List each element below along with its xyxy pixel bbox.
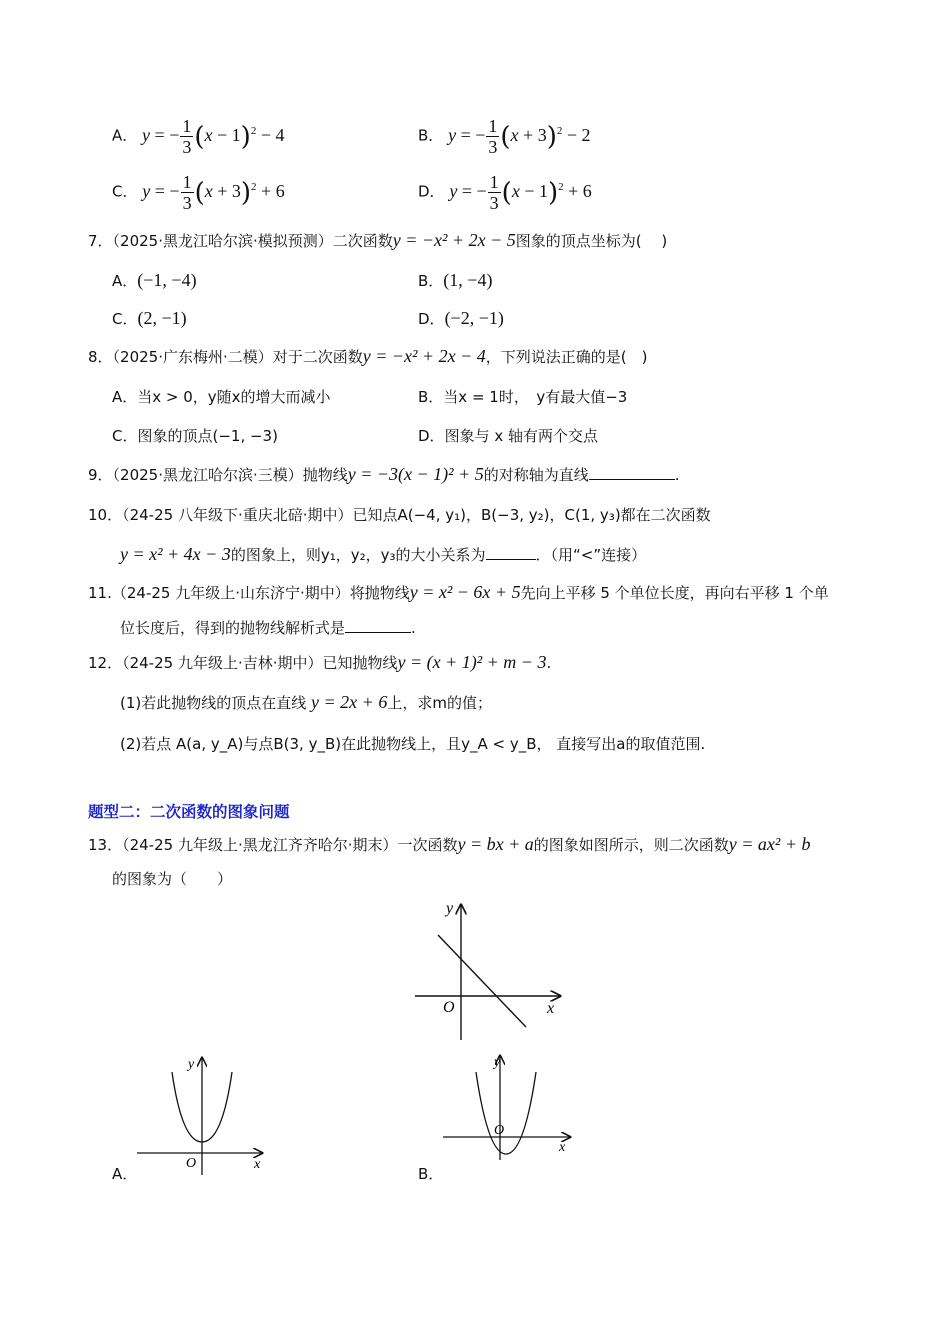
q6-option-a: A． y = − $\frac{1}{3}$ $(x - 1)^2 - 4$ bbox=[112, 116, 285, 157]
origin-label: O bbox=[186, 1156, 197, 1171]
q12-stem: 12．（24-25 九年级上·吉林·期中）已知抛物线y = (x + 1)² + m − 3. bbox=[88, 652, 552, 672]
parabola-curve bbox=[476, 1072, 536, 1154]
q6-option-a-eq: y = − $\frac{1}{3}$ $(x - 1)^2 - 4$ bbox=[142, 116, 285, 157]
q10-line2: y = x² + 4x − 3的图象上，则y₁，y₂，y₃的大小关系为 ．（用“<”连接） bbox=[120, 544, 647, 564]
q6-option-d: D． y = − $\frac{1}{3}$ $(x - 1)^2 + 6$ bbox=[418, 172, 592, 213]
origin-label: O bbox=[494, 1123, 505, 1138]
q6-option-b-eq: y = − $\frac{1}{3}$ $(x + 3)^2 - 2$ bbox=[448, 116, 591, 157]
q7-option-a: A．(−1, −4) bbox=[112, 270, 197, 290]
q13-option-a-label: A． bbox=[112, 1165, 138, 1183]
q10-stem: 10．（24-25 八年级下·重庆北碚·期中）已知点A(−4, y₁)，B(−3, y₂)，C(1, y₃)都在二次函数 bbox=[88, 506, 711, 524]
q13-option-b-label: B． bbox=[418, 1165, 444, 1183]
q11-stem: 11.（24-25 九年级上·山东济宁·期中）将抛物线y = x² − 6x + 5先向上平移 5 个单位长度，再向右平移 1 个单 bbox=[88, 582, 829, 602]
answer-blank[interactable] bbox=[486, 545, 536, 560]
q6-option-c: C． y = − $\frac{1}{3}$ $(x + 3)^2 + 6$ bbox=[112, 172, 285, 213]
q13-linear-figure bbox=[405, 895, 580, 1045]
q11-line2: 位长度后，得到的抛物线解析式是 . bbox=[120, 619, 416, 637]
q8-stem: 8．（2025·广东梅州·二模）对于二次函数y = −x² + 2x − 4，下列说法正确的是( ) bbox=[88, 346, 648, 366]
answer-blank[interactable] bbox=[589, 465, 675, 480]
q8-option-b: B．当x = 1时， y有最大值−3 bbox=[418, 388, 628, 406]
origin-label: O bbox=[443, 999, 455, 1016]
y-label: y bbox=[494, 1055, 501, 1070]
q12-sub2: (2)若点 A(a, y_A)与点B(3, y_B)在此抛物线上，且y_A < y_B， 直接写出a的取值范围. bbox=[120, 735, 706, 753]
x-label: x bbox=[547, 1000, 555, 1017]
y-label: y bbox=[188, 1057, 195, 1072]
q12-sub1: (1)若此抛物线的顶点在直线 y = 2x + 6上，求m的值； bbox=[120, 692, 492, 712]
x-label: x bbox=[254, 1157, 261, 1172]
q13-option-b-graph[interactable] bbox=[438, 1048, 583, 1163]
q8-option-d: D．图象与 x 轴有两个交点 bbox=[418, 427, 598, 445]
y-label: y bbox=[446, 900, 454, 917]
q7-option-d: D．(−2, −1) bbox=[418, 308, 504, 328]
q6-option-d-eq: y = − $\frac{1}{3}$ $(x - 1)^2 + 6$ bbox=[449, 172, 592, 213]
q13-line2: 的图象为（ ） bbox=[112, 870, 233, 888]
q8-option-a: A．当x > 0，y随x的增大而减小 bbox=[112, 388, 331, 406]
answer-blank[interactable] bbox=[345, 618, 411, 633]
q7-option-b: B．(1, −4) bbox=[418, 270, 493, 290]
q7-option-c: C．(2, −1) bbox=[112, 308, 187, 328]
q6-option-b: B． y = − $\frac{1}{3}$ $(x + 3)^2 - 2$ bbox=[418, 116, 591, 157]
q6-option-c-eq: y = − $\frac{1}{3}$ $(x + 3)^2 + 6$ bbox=[142, 172, 285, 213]
q8-option-c: C．图象的顶点(−1, −3) bbox=[112, 427, 278, 445]
q13-stem: 13．（24-25 九年级上·黑龙江齐齐哈尔·期末）一次函数y = bx + a的图象如图所示，则二次函数y = ax² + b bbox=[88, 834, 811, 854]
section-heading: 题型二：二次函数的图象问题 bbox=[88, 803, 290, 821]
x-label: x bbox=[559, 1140, 566, 1155]
q7-stem: 7．（2025·黑龙江哈尔滨·模拟预测）二次函数y = −x² + 2x − 5图象的顶点坐标为( ) bbox=[88, 230, 668, 250]
q9-stem: 9．（2025·黑龙江哈尔滨·三模）抛物线y = −3(x − 1)² + 5的对称轴为直线 . bbox=[88, 464, 680, 484]
q13-option-a-graph[interactable] bbox=[132, 1050, 272, 1180]
